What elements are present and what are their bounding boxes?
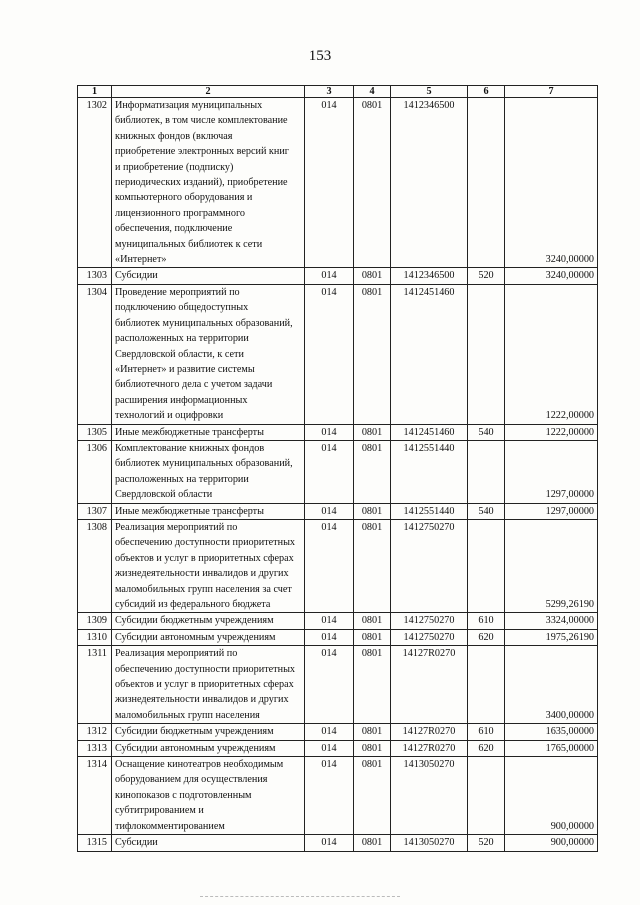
section-code-cell: 0801 (354, 724, 391, 740)
ministry-code-cell: 014 (305, 646, 354, 724)
table-row (78, 757, 598, 835)
expense-type-cell: 520 (468, 835, 505, 851)
row-number-cell: 1307 (78, 503, 112, 519)
row-number-cell: 1304 (78, 284, 112, 424)
expense-type-cell: 620 (468, 740, 505, 756)
row-number-cell: 1308 (78, 519, 112, 612)
item-name-cell: Субсидии (112, 835, 305, 851)
item-name-cell: Субсидии бюджетным учреждениям (112, 613, 305, 629)
amount-cell: 1222,00000 (505, 284, 598, 424)
ministry-code-cell: 014 (305, 284, 354, 424)
expense-type-cell (468, 284, 505, 424)
section-code-cell: 0801 (354, 268, 391, 284)
table-row (78, 519, 598, 612)
table-row (78, 440, 598, 503)
target-article-cell: 1412750270 (391, 613, 468, 629)
amount-cell: 900,00000 (505, 757, 598, 835)
item-name-cell: Реализация мероприятий по обеспечению доступности приоритетных объектов и услуг в приоритетных сферах жизнедеятельности инвалидов и других маломобильных групп населения (112, 646, 305, 724)
table-row (78, 503, 598, 519)
target-article-cell: 1412551440 (391, 503, 468, 519)
section-code-cell: 0801 (354, 629, 391, 645)
table-row (78, 646, 598, 724)
target-article-cell: 1412346500 (391, 98, 468, 268)
amount-cell: 1297,00000 (505, 440, 598, 503)
target-article-cell: 1412750270 (391, 629, 468, 645)
expense-type-cell (468, 646, 505, 724)
header-cell: 1 (78, 86, 112, 98)
item-name-cell: Субсидии автономным учреждениям (112, 740, 305, 756)
row-number-cell: 1310 (78, 629, 112, 645)
header-cell: 2 (112, 86, 305, 98)
amount-cell: 1975,26190 (505, 629, 598, 645)
section-code-cell: 0801 (354, 284, 391, 424)
ministry-code-cell: 014 (305, 740, 354, 756)
expense-type-cell: 540 (468, 503, 505, 519)
section-code-cell: 0801 (354, 424, 391, 440)
header-cell: 3 (305, 86, 354, 98)
target-article-cell: 1413050270 (391, 835, 468, 851)
table-row (78, 724, 598, 740)
row-number-cell: 1311 (78, 646, 112, 724)
target-article-cell: 14127R0270 (391, 740, 468, 756)
table-row (78, 835, 598, 851)
row-number-cell: 1305 (78, 424, 112, 440)
header-cell: 6 (468, 86, 505, 98)
expense-type-cell: 610 (468, 613, 505, 629)
section-code-cell: 0801 (354, 757, 391, 835)
expense-type-cell (468, 98, 505, 268)
item-name-cell: Иные межбюджетные трансферты (112, 424, 305, 440)
target-article-cell: 1412346500 (391, 268, 468, 284)
item-name-cell: Субсидии автономным учреждениям (112, 629, 305, 645)
row-number-cell: 1314 (78, 757, 112, 835)
target-article-cell: 1413050270 (391, 757, 468, 835)
table-row (78, 268, 598, 284)
ministry-code-cell: 014 (305, 724, 354, 740)
amount-cell: 1222,00000 (505, 424, 598, 440)
table-row (78, 284, 598, 424)
expense-type-cell (468, 519, 505, 612)
row-number-cell: 1303 (78, 268, 112, 284)
row-number-cell: 1312 (78, 724, 112, 740)
amount-cell: 3240,00000 (505, 268, 598, 284)
row-number-cell: 1313 (78, 740, 112, 756)
row-number-cell: 1309 (78, 613, 112, 629)
section-code-cell: 0801 (354, 503, 391, 519)
target-article-cell: 1412551440 (391, 440, 468, 503)
target-article-cell: 1412451460 (391, 424, 468, 440)
amount-cell: 5299,26190 (505, 519, 598, 612)
ministry-code-cell: 014 (305, 613, 354, 629)
target-article-cell: 1412750270 (391, 519, 468, 612)
amount-cell: 1635,00000 (505, 724, 598, 740)
item-name-cell: Информатизация муниципальных библиотек, в том числе комплектование книжных фондов (включая приобретение электронных версий книг и приобретение (подписку) периодических изданий), приобретение компьютерного оборудования и лицензионного программного обеспечения, подключение муниципальных библиотек к сети «Интернет» (112, 98, 305, 268)
item-name-cell: Субсидии (112, 268, 305, 284)
ministry-code-cell: 014 (305, 98, 354, 268)
expense-type-cell (468, 757, 505, 835)
item-name-cell: Субсидии бюджетным учреждениям (112, 724, 305, 740)
section-code-cell: 0801 (354, 440, 391, 503)
section-code-cell: 0801 (354, 740, 391, 756)
section-code-cell: 0801 (354, 646, 391, 724)
budget-table (77, 85, 598, 852)
ministry-code-cell: 014 (305, 424, 354, 440)
ministry-code-cell: 014 (305, 835, 354, 851)
item-name-cell: Комплектование книжных фондов библиотек муниципальных образований, расположенных на территории Свердловской области (112, 440, 305, 503)
ministry-code-cell: 014 (305, 519, 354, 612)
expense-type-cell: 620 (468, 629, 505, 645)
table-row (78, 424, 598, 440)
page-number: 153 (308, 48, 332, 64)
row-number-cell: 1315 (78, 835, 112, 851)
header-cell: 7 (505, 86, 598, 98)
header-cell: 4 (354, 86, 391, 98)
table-row (78, 613, 598, 629)
target-article-cell: 1412451460 (391, 284, 468, 424)
amount-cell: 3324,00000 (505, 613, 598, 629)
table-row (78, 740, 598, 756)
table-row (78, 629, 598, 645)
target-article-cell: 14127R0270 (391, 724, 468, 740)
section-code-cell: 0801 (354, 98, 391, 268)
expense-type-cell (468, 440, 505, 503)
section-code-cell: 0801 (354, 613, 391, 629)
expense-type-cell: 540 (468, 424, 505, 440)
item-name-cell: Проведение мероприятий по подключению общедоступных библиотек муниципальных образований, расположенных на территории Свердловской области, к сети «Интернет» и развитие системы библиотечного дела с учетом задачи расширения информационных технологий и оцифровки (112, 284, 305, 424)
amount-cell: 3400,00000 (505, 646, 598, 724)
ministry-code-cell: 014 (305, 440, 354, 503)
section-code-cell: 0801 (354, 519, 391, 612)
amount-cell: 900,00000 (505, 835, 598, 851)
footer-mark (200, 896, 400, 899)
section-code-cell: 0801 (354, 835, 391, 851)
row-number-cell: 1302 (78, 98, 112, 268)
ministry-code-cell: 014 (305, 757, 354, 835)
expense-type-cell: 520 (468, 268, 505, 284)
item-name-cell: Реализация мероприятий по обеспечению доступности приоритетных объектов и услуг в приоритетных сферах жизнедеятельности инвалидов и других маломобильных групп населения за счет субсидий из федерального бюджета (112, 519, 305, 612)
ministry-code-cell: 014 (305, 503, 354, 519)
table-header-row (78, 86, 598, 98)
header-cell: 5 (391, 86, 468, 98)
item-name-cell: Оснащение кинотеатров необходимым оборудованием для осуществления кинопоказов с подготовленным субтитрированием и тифлокомментированием (112, 757, 305, 835)
item-name-cell: Иные межбюджетные трансферты (112, 503, 305, 519)
row-number-cell: 1306 (78, 440, 112, 503)
table-row (78, 98, 598, 268)
target-article-cell: 14127R0270 (391, 646, 468, 724)
ministry-code-cell: 014 (305, 629, 354, 645)
amount-cell: 3240,00000 (505, 98, 598, 268)
amount-cell: 1297,00000 (505, 503, 598, 519)
amount-cell: 1765,00000 (505, 740, 598, 756)
expense-type-cell: 610 (468, 724, 505, 740)
ministry-code-cell: 014 (305, 268, 354, 284)
